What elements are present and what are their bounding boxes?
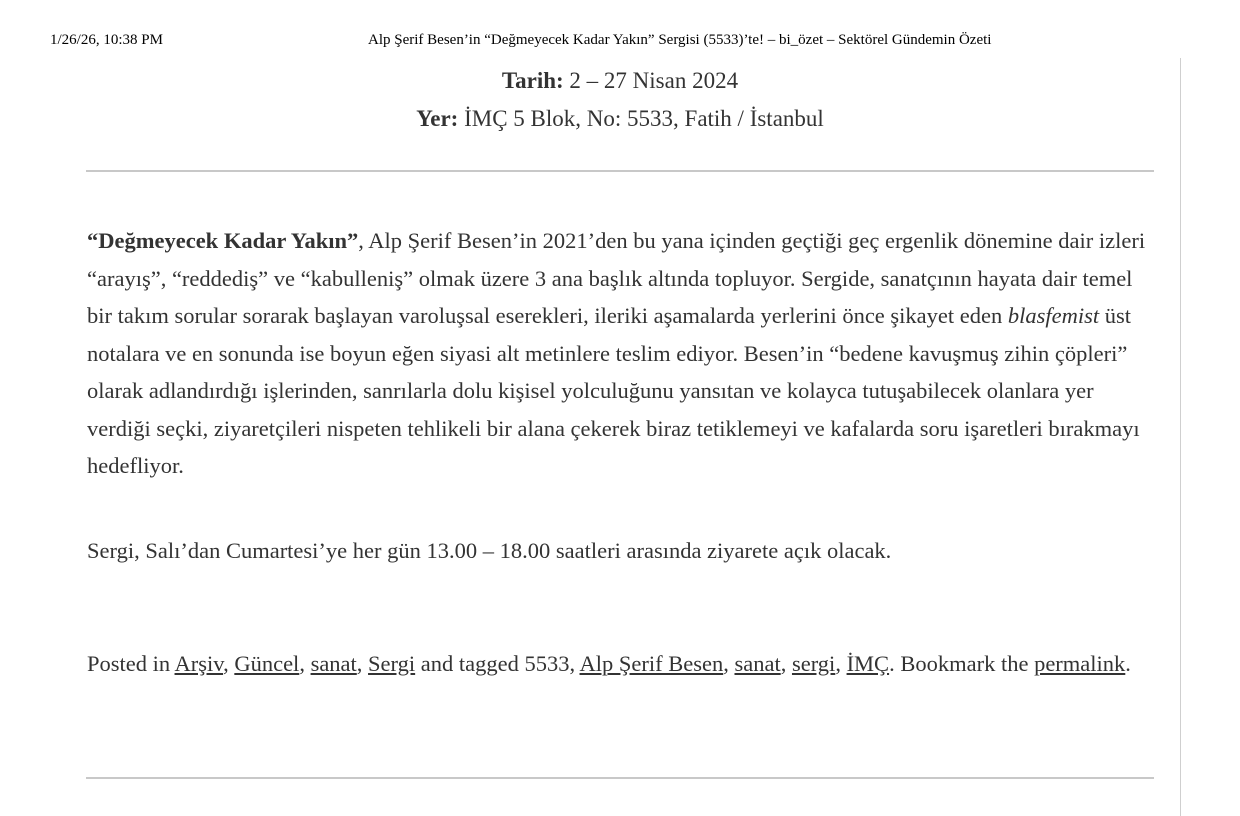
- tag-link-sergi[interactable]: sergi: [791, 651, 836, 676]
- event-venue: [0, 100, 1240, 138]
- paragraph-1-italic: blasfemist: [1007, 303, 1100, 328]
- print-header: [0, 32, 1240, 52]
- exhibition-title: “Değmeyecek Kadar Yakın”: [87, 228, 359, 253]
- right-border-line: [1180, 58, 1181, 816]
- event-info: [0, 62, 1240, 138]
- event-date-value: 2 – 27 Nisan 2024: [569, 68, 739, 93]
- bottom-divider: [86, 777, 1154, 779]
- event-venue-label: Yer:: [416, 106, 459, 131]
- posted-in-label: Posted in: [87, 651, 171, 676]
- top-divider: [86, 170, 1154, 172]
- tagged-label: and tagged: [420, 651, 519, 676]
- event-date: [0, 62, 1240, 100]
- bookmark-text: . Bookmark the: [889, 651, 1029, 676]
- print-page-title: Alp Şerif Besen’in “Değmeyecek Kadar Yakın” Sergisi (5533)’te! – bi_özet – Sektörel Gündemin Özeti: [368, 32, 992, 48]
- category-link-guncel[interactable]: Güncel: [234, 651, 300, 676]
- article-paragraph-2: Sergi, Salı’dan Cumartesi’ye her gün 13.00 – 18.00 saatleri arasında ziyarete açık olacak.: [87, 537, 892, 563]
- entry-meta: Posted in Arşiv, Güncel, sanat, Sergi and tagged 5533, Alp Şerif Besen, sanat, sergi, İMÇ. Bookmark the permalink.: [87, 651, 1131, 676]
- tag-link-sanat[interactable]: sanat: [734, 651, 781, 676]
- event-venue-value: İMÇ 5 Blok, No: 5533, Fatih / İstanbul: [464, 106, 824, 131]
- paragraph-1-text-b: üst notalara ve en sonunda ise boyun eğen siyasi alt metinlere teslim ediyor. Besen’in “bedene kavuşmuş zihin çöpleri” olarak adlandırdığı işlerinden, sanrılarla dolu kişisel yolculuğunu yansıtan ve kolayca tutuşabilecek olanlara yer verdiği seçki, ziyaretçileri nispeten tehlikeli bir alana çekerek biraz tetiklemeyi ve kafalarda soru işaretleri bırakmayı hedefliyor.: [87, 303, 1140, 478]
- tag-link-imc[interactable]: İMÇ: [846, 651, 890, 676]
- category-link-sergi[interactable]: Sergi: [368, 651, 416, 676]
- article-content: [87, 222, 1155, 684]
- print-timestamp: 1/26/26, 10:38 PM: [50, 32, 163, 48]
- paragraph-1-text-a: , Alp Şerif Besen’in 2021’den bu yana içinden geçtiği geç ergenlik dönemine dair izleri “arayış”, “reddediş” ve “kabulleniş” olmak üzere 3 ana başlık altında topluyor. Sergide, sanatçının hayata dair temel bir takım sorular sorarak başlayan varoluşsal eserekleri, ileriki aşamalarda yerlerini önce şikayet eden: [87, 228, 1146, 328]
- event-date-label: Tarih:: [501, 68, 564, 93]
- tag-plain: 5533: [524, 651, 570, 676]
- category-link-arsiv[interactable]: Arşiv: [174, 651, 224, 676]
- tag-link-alp-serif-besen[interactable]: Alp Şerif Besen: [579, 651, 724, 676]
- article-paragraph-1: [87, 222, 1155, 485]
- permalink-link[interactable]: permalink: [1034, 651, 1126, 676]
- category-link-sanat[interactable]: sanat: [310, 651, 357, 676]
